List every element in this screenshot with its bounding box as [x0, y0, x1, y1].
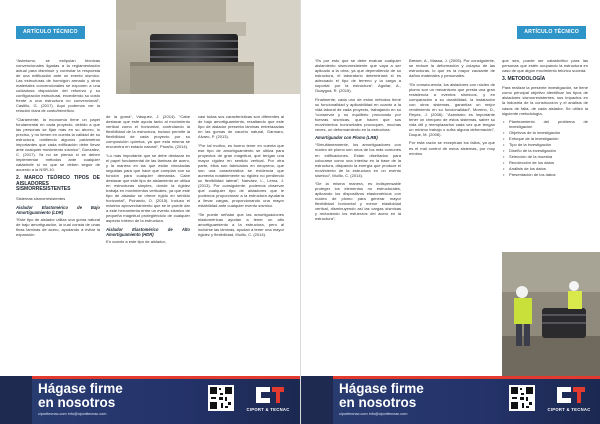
subsection-heading: Amortiguador con Plomo (LRB): [315, 135, 378, 141]
paragraph: “De la misma manera, es indispensable proteger los elementos no estructurales, aplicando los dispositivos elastoméricos con núcleo de plomo para generar mayor flexibilidad horizontal y menor elasticidad vertical, disminuyendo así las cargas sísmicas y reduciendo los esfuerzos del acero en la estructura”,: [315, 181, 401, 222]
banner-title: Hágase firme en nosotros: [339, 381, 424, 410]
banner-photo-strip: [0, 376, 32, 424]
banner-photo-strip: [301, 376, 333, 424]
list-item: • Presentación de los datos: [502, 172, 588, 177]
paragraph: “Simultáneamente, los amortiguadores con núcleo de plomo son unos de los más comunes en edificaciones. Están diseñados para colocarse como una interfaz en la base de la estructura, disipando la energía que produce el movimiento de la estructura en un evento sísmico”, Muillo, C. (2014).: [315, 142, 401, 178]
paragraph: “Este tipo de aislador utiliza una goma natural de bajo amortiguación, la cual consta de unas finas láminas de acero, ayudando a evitar la expansión: [16, 216, 100, 237]
qr-code-icon: [208, 385, 234, 411]
banner-contact: ciporttecnac.com info@ciporttecnac.com: [339, 412, 408, 416]
paragraph: Por esta razón se exceptúan los fallos, ya que es el mal control de estos sistemas, por muy mínimo: [409, 140, 495, 156]
isolator-photo: [116, 0, 300, 94]
ct-logo-icon: [541, 383, 597, 407]
paragraph: “Se puede señalar que las amortiguaciones elastoméricas ayudan a tener un alto amortiguamiento a la estructura, pero al incluirse las láminas, ayudan a tener una mayor rigidez y flexibilidad, Muillo, C. (2014).: [198, 211, 284, 237]
list-item: • Enfoque de la investigación: [502, 136, 588, 141]
left-column-1: [16, 58, 100, 240]
qr-code-icon: [509, 385, 535, 411]
list-item: • Recolección de los datos: [502, 160, 588, 165]
paragraph: “En consecuencia, los aisladores con núcleo de plomo son un mecanismo que presta una gran resistencia a eventos sísmicos, y en comparación a su durabilidad, la instalación con otros sistemas, garantiza un mejor rendimiento en su funcionalidad”, Moreno, D., Reyes, J. (2006). “Asimismo es importante tener un chequeo de estos sistemas, saber su vida útil y reemplazarlos cada vez que tengan un mínimo trabajo o sufra alguna deformación”, Duque, M. (2006).: [409, 81, 495, 138]
section-tag: ARTÍCULO TÉCNICO: [16, 26, 85, 39]
ct-logo-icon: [240, 383, 296, 407]
banner-contact: ciporttecnac.com info@ciporttecnac.com: [38, 412, 107, 416]
left-column-3: [198, 114, 284, 240]
list-item: • Tipo de la investigación: [502, 142, 588, 147]
ad-banner: [0, 376, 300, 424]
paragraph: “Por tal motivo, es bueno tener en cuenta que ese tipo de amortiguamiento se utiliza para proyectos de gran magnitud, que tengan una mayor rigidez en sentido vertical. Por otra parte, ellos son fabricados en neopreno, que son una característica se evidencia que aumenta notablemente su rigidez no perdiendo su flexibilidad lateral”, Narváez, L., Lema, J. (2013). Por consiguiente, podemos observar que cualquier tipo de aisladores que le podemos proporcionar a la estructura ayudaría a llevar cargas, proporcionando una mayor estabilidad ante cualquier evento sísmico.: [198, 142, 284, 209]
workers-image: [502, 252, 600, 376]
left-column-2: [106, 114, 190, 247]
section-heading: 3. METODOLOGÍA: [502, 75, 546, 82]
isolator-image: [116, 0, 300, 94]
paragraph: Para realizar la presente investigación, se tiene como principal objetivo identificar los tipos de aisladores sismorresistentes, sus impactos en la industria de la construcción y el análisis de casos de falla, de cada aislador. Se utilizó la siguiente metodología.: [502, 85, 588, 116]
right-column-2: [409, 58, 495, 159]
list-item: • Análisis de los datos: [502, 166, 588, 171]
paragraph: Finalmente, cada uno de estos métodos tiene su funcionalidad y aplicabilidad en cuanto a la vida laboral de cada proyecto, trabajando en su “conservar y su equilibrio provocado por fuerzas sísmicas, que hacen que sus movimientos horizontales provoquen, muchas veces, un deformamiento en la estructura.: [315, 96, 401, 132]
installation-photo: [502, 252, 600, 376]
right-page: [300, 0, 600, 424]
list-item: • Diseño de la investigación: [502, 148, 588, 153]
company-logo: CIPORT & TECNAC: [541, 383, 597, 419]
paragraph: “Es por esto que se debe evaluar cualquier aislamiento sismorresistente que vaya a ser aplicado a la obra, ya que dependiendo de su estructura, el laboratorio determinará si es adecuado el tipo de terreno y la carga a soportar por la estructura”, Aguilar, A., Guaygua, R. (2015).: [315, 58, 401, 94]
paragraph: “Lo más importante que se debe destacar es el papel fundamental de las láminas de acero, y la manera en las que están vinculadas seguidas para que hace que cumplan con su función para cualquier demanda. Cabe destacar que este tipo de aislamiento se utiliza en estructuras simples, donde la rigidez trabaja en movimientos verticales, ya que este tipo de aislador se ofrece rígido en sentido horizontal”, Pichardo, O. (2015). Incluso el máximo aprovechamiento que se le puede dar a este herramienta entre un evento sísmico de pequeña magnitud protegiéndolo de cualquier aspecto interno de la estructura.: [106, 152, 190, 224]
company-logo: CIPORT & TECNAC: [240, 383, 296, 419]
subheading: Sistemas sismorresistentes: [16, 196, 66, 202]
paragraph: de la goma”, Vásquez, J. (2014). “Cabe destacar que este ayuda tanto al movimiento vertical como el horizontal, controlando la flexibilidad de la estructura, incluso permite la flexibilidad de cada proyecto por su composición química, ya que esta misma se encuentra en estado natural”, Proaño, (2014).: [106, 114, 190, 150]
subsection-heading: Aislador Elastomérico de Alto Amortiguamiento (HDR): [106, 226, 190, 237]
right-column-1: [315, 58, 401, 225]
paragraph: Brewer, A., Massa, J. (2005). Por consiguiente, se reduce la deformación y colapso de las estructuras, lo que es la mayor causante de daños materiales y personales.: [409, 58, 495, 79]
paragraph: “Claramente, la economía tiene un papel fundamental en cada proyecto, debido a que las personas se fijan más en su ahorro, lo preciso, y no tienen en cuenta la calidad de su estructura, omitiendo algunos parámetros importantes que cada edificación debe llevar ante cualquier movimiento sísmico”, González, C. (2017). Ya no se piensa si se deben implementar métodos ante cualquier catástrofe si no que se deben seguir de acuerdo a la NSR-10.: [16, 116, 100, 173]
subsection-heading: Aislador Elastomérico de Bajo Amortiguamiento (LDR): [16, 204, 100, 215]
paragraph: casi todas sus características son diferentes al de bajo amortiguamiento, resaltando que este tipo de aislador presenta láminas entrelazadas en las gomas de caucho natural, Garmaro, Alvaro, P. (2013).: [198, 114, 284, 140]
ad-banner: [301, 376, 600, 424]
list-item: • Objetivos de la investigación: [502, 130, 588, 135]
list-item: • Planteamiento del problema de investigación: [502, 119, 588, 129]
right-column-3: [502, 58, 588, 177]
methodology-list: [502, 119, 588, 177]
paragraph: que sea, puede ser catastrófico para las personas que estén ocupando la estructura en caso de que algún movimiento telúrico suceda.: [502, 58, 588, 74]
paragraph: “Asimismo, se estipulan técnicas convencionales ligadas a la reglamentación actual para disminuir y controlar la respuesta de una edificación ante un evento sísmico. Las estructuras de hormigón armado y otros materiales convencionales se exponen a una cuidadosa disposición del refuerzo y su configuración estructural, excediendo su costo frente a una estructura no convencional”, Castillo, G. (2017). Aquí podemos ver la relación clara de costo/beneficio.: [16, 58, 100, 114]
list-item: • Selección de la muestra: [502, 154, 588, 159]
section-heading: 2. MARCO TEÓRICO TIPOS DE AISLADORES SISMORRESISTENTES: [16, 174, 100, 193]
banner-title: Hágase firme en nosotros: [38, 381, 123, 410]
paragraph: En cuanto a este tipo de aislador,: [106, 238, 166, 244]
section-tag: ARTÍCULO TÉCNICO: [517, 26, 586, 39]
